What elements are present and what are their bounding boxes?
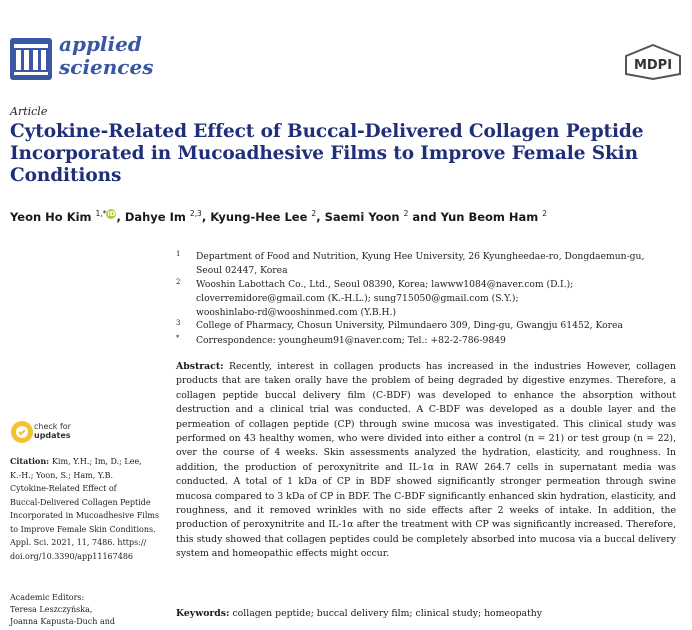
author-list: Yeon Ho Kim $^{1,*}$iD, Dahye Im $^{2,3}$, Kyung-Hee Lee $^2$, Saemi Yoon $^2$ and Yun Beom Ham $^2$: [10, 209, 548, 224]
affiliation-line: Correspondence: youngheum91@naver.com; Tel.: +82-2-786-9849: [196, 335, 506, 346]
citation-line: Incorporated in Mucoadhesive Films: [10, 511, 160, 520]
citation-block: [10, 455, 160, 563]
affiliation-text: [196, 319, 666, 333]
author-affiliation-sup: 2: [542, 209, 548, 218]
abstract-text: Recently, interest in collagen products has increased in the industries However, collagen products that are taken orally have the problem of being degraded by digestive enzymes. Therefore, a collagen peptide buccal delivery film (C-BDF) was developed to enhance the absorption without destruction and a clinical trial was conducted. A C-BDF was developed as a double layer and the permeation of collagen peptide (CP) through swine mucosa was investigated. This clinical study was performed on 43 healthy women, who were divided into either a control (n = 21) or test group (n = 22), over the course of 4 weeks. Skin assessments analyzed the hydration, elasticity, and roughness. In addition, the production of peroxynitrite and IL-1α in RAW 264.7 cells in supernatant media was conducted. A total of 1 kDa of CP in BDF showed significantly stronger permeation through swine mucosa compared to 3 kDa of CP in BDF. The C-BDF significantly enhanced skin hydration, elasticity, and roughness, and it removed wrinkles with no side effects after 2 weeks of intake. In addition, the production of peroxynitrite and IL-1α after the treatment with CP was significantly increased. Therefore, this study showed that collagen peptides could be completely absorbed into mucosa via a buccal delivery system and homeopathic effects might occur.: [176, 361, 676, 560]
citation-line[interactable]: doi.org/10.3390/app11167486: [10, 551, 134, 561]
editors-label: Academic Editors:: [10, 593, 85, 602]
citation-line: Buccal-Delivered Collagen Peptide: [10, 497, 151, 507]
citation-line: Citation: Kim, Y.H.; Im, D.; Lee,: [10, 456, 142, 466]
article-type: Article: [10, 105, 48, 118]
affiliation-line: College of Pharmacy, Chosun University, Pilmundaero 309, Ding-gu, Gwangju 61452, Korea: [196, 320, 623, 331]
author-name[interactable]: Yun Beom Ham $^2$: [440, 209, 548, 224]
author-affiliation-sup: 2: [311, 209, 317, 218]
editor-name: Teresa Leszczyńska,: [10, 605, 93, 614]
abstract-label: Abstract:: [176, 361, 224, 372]
citation-label: Citation:: [10, 456, 52, 466]
author-name[interactable]: Dahye Im $^{2,3}$: [124, 209, 202, 224]
citation-line: K.-H.; Yoon, S.; Ham, Y.B.: [10, 470, 114, 480]
affiliation-text: [196, 250, 666, 278]
article-title: Cytokine-Related Effect of Buccal-Delivered Collagen Peptide Incorporated in Mucoadhesive Films to Improve Female Skin Conditions: [10, 121, 644, 186]
check-updates-line1: check for: [34, 422, 71, 431]
author-affiliation-sup: 2: [403, 209, 409, 218]
check-updates-icon: [10, 420, 34, 444]
keywords-label: Keywords:: [176, 608, 230, 619]
check-updates-text: [34, 422, 71, 440]
author-affiliation-sup: 2,3: [189, 209, 202, 218]
orcid-icon[interactable]: iD: [107, 210, 116, 218]
keywords: [176, 608, 676, 619]
affiliation-line: Seoul 02447, Korea: [196, 265, 288, 276]
affiliation-line: Wooshin Labottach Co., Ltd., Seoul 08390, Korea; lawww1084@naver.com (D.I.);: [196, 279, 574, 290]
journal-name: [59, 33, 153, 79]
citation-line[interactable]: Appl. Sci. 2021, 11, 7486. https://: [10, 538, 147, 547]
affiliation-line: cloverremidore@gmail.com (K.-H.L.); sung715050@gmail.com (S.Y.);: [196, 293, 519, 304]
author-name[interactable]: Yeon Ho Kim $^{1,*}$iD: [10, 209, 116, 224]
affiliation-text: [196, 278, 666, 320]
author-affiliation-sup: 1,*: [95, 209, 107, 218]
publisher-label: MDPI: [633, 58, 673, 73]
affiliation-number: 3: [176, 319, 181, 327]
check-updates-line2: updates: [34, 431, 71, 440]
abstract: [176, 360, 676, 562]
journal-name-line2: sciences: [59, 55, 154, 79]
citation-line: to Improve Female Skin Conditions.: [10, 524, 156, 534]
affiliation-number: *: [176, 334, 180, 342]
journal-name-line1: applied: [59, 32, 142, 56]
editor-name: Joanna Kapusta-Duch and: [10, 617, 116, 626]
affiliation-number: 2: [176, 278, 181, 286]
affiliation-line: wooshinlabo-rd@wooshinmed.com (Y.B.H.): [196, 307, 397, 318]
mdpi-logo-icon: [623, 44, 683, 80]
journal-logo-icon: [10, 38, 52, 80]
academic-editors: [10, 592, 160, 628]
author-name[interactable]: Kyung-Hee Lee $^2$: [210, 209, 317, 224]
author-name[interactable]: Saemi Yoon $^2$: [324, 209, 409, 224]
affiliation-line: Department of Food and Nutrition, Kyung Hee University, 26 Kyungheedae-ro, Dongdaemun-gu,: [196, 251, 645, 262]
affiliation-number: 1: [176, 250, 181, 258]
affiliation-text: [196, 334, 666, 348]
keywords-text: collagen peptide; buccal delivery film; clinical study; homeopathy: [232, 608, 543, 619]
check-for-updates-badge[interactable]: [10, 420, 90, 448]
citation-line: Cytokine-Related Effect of: [10, 484, 117, 493]
